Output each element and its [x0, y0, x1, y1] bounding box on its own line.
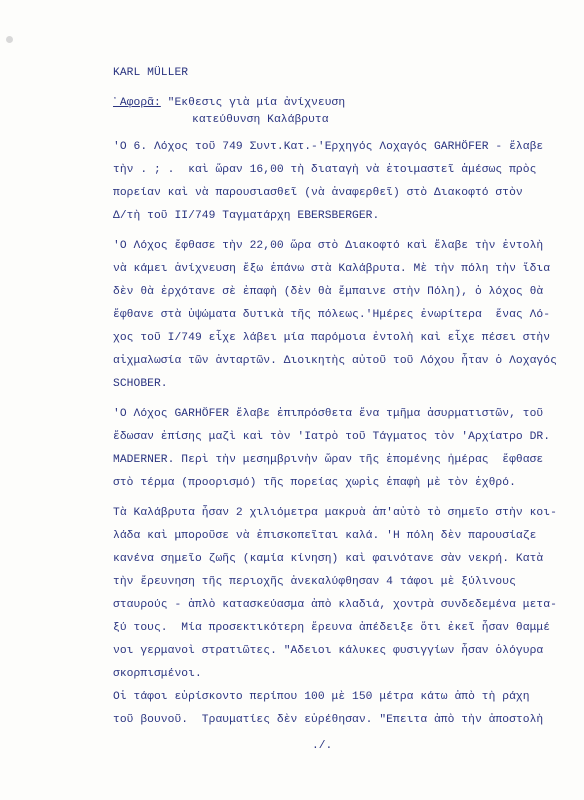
body-line-19: τὴν ἔρευνηση τῆς περιοχῆς ἀνεκαλύφθησαν 4 τάφοι μὲ ξύλινους	[113, 576, 516, 588]
body-line-1: 'Ο 6. Λόχος τοῦ 749 Συντ.Κατ.-'Ερχηγός Λοχαγός GARHÖFER - ἔλαβε	[113, 141, 544, 153]
body-line-7: δὲν θὰ ἐρχότανε σὲ ἐπαφὴ (δὲν θὰ ἔμπαινε στὴν Πόλη), ὁ λόχος θὰ	[113, 286, 544, 298]
body-line-4: Δ/τὴ τοῦ II/749 Ταγματάρχη EBERSBERGER.	[113, 210, 380, 222]
body-line-23: σκορπισμένοι.	[113, 668, 202, 680]
body-line-10: αἰχμαλωσία τῶν ἀνταρτῶν. Διοικητὴς αὐτοῦ τοῦ Λόχου ἦταν ὁ Λοχαγός	[113, 355, 557, 367]
body-line-14: MADERNER. Περὶ τὴν μεσημβρινὴν ὥραν τῆς ἑπομένης ἡμέρας ἔφθασε	[113, 454, 544, 466]
subject-line	[113, 96, 345, 110]
subject-text: "Εκθεσις γιὰ μία ἀνίχνευση	[160, 97, 346, 109]
body-line-15: στὸ τέρμα (προορισμό) τῆς πορείας χωρὶς ἐπαφὴ μὲ τὸν ἐχθρό.	[113, 477, 516, 489]
body-line-21: ξύ τους. Μία προσεκτικότερη ἔρευνα ἀπέδειξε ὅτι ἐκεῖ ἦσαν θαμμέ	[113, 622, 551, 634]
body-line-9: χος τοῦ I/749 εἶχε λάβει μία παρόμοια ἐντολὴ καὶ εἶχε πέσει στὴν	[113, 332, 551, 344]
subject-line-2: κατεύθυνση Καλάβρυτα	[192, 114, 329, 126]
body-line-17: λάδα καὶ μποροῦσε νὰ ἐπισκοπεῖται καλά. 'Η πόλη δὲν παρουσίαζε	[113, 530, 537, 542]
author-name: KARL MÜLLER	[113, 67, 189, 79]
body-line-25: τοῦ βουνοῦ. Τραυματίες δὲν εὑρέθησαν. "Επειτα ἀπὸ τὴν ἀποστολὴ	[113, 714, 544, 726]
body-line-20: σταυρούς - ἁπλὸ κατασκεύασμα ἀπὸ κλαδιά, χοντρὰ συνδεδεμένα μετα-	[113, 599, 557, 611]
body-line-24: Οἱ τάφοι εὑρίσκοντο περίπου 100 μὲ 150 μέτρα κάτω ἀπὸ τὴ ράχη	[113, 691, 530, 703]
subject-label: ᾽Αφορᾶ:	[113, 97, 161, 109]
body-line-12: 'Ο Λόχος GARHÖFER ἔλαβε ἐπιπρόσθετα ἕνα τμῆμα ἀσυρματιστῶν, τοῦ	[113, 408, 544, 420]
body-line-2: τὴν . ; . καὶ ὥραν 16,00 τὴ διαταγὴ νὰ ἑτοιμαστεῖ ἀμέσως πρὸς	[113, 164, 537, 176]
body-line-8: ἔφθανε στὰ ὑψώματα δυτικὰ τῆς πόλεως.'Ημέρες ἐνωρίτερα ἕνας Λό-	[113, 309, 551, 321]
body-line-22: νοι γερμανοὶ στρατιῶτες. "Αδειοι κάλυκες φυσιγγίων ἦσαν ὁλόγυρα	[113, 645, 544, 657]
punch-hole-mark	[6, 36, 13, 43]
body-line-13: ἔδωσαν ἐπίσης μαζὶ καὶ τὸν 'Ιατρὸ τοῦ Τάγματος τὸν 'Αρχίατρο DR.	[113, 431, 551, 443]
body-line-6: νὰ κάμει ἀνίχνευση ἔξω ἐπάνω στὰ Καλάβρυτα. Μὲ τὴν πόλη τὴν ἴδια	[113, 263, 551, 275]
body-line-18: κανένα σημεῖο ζωῆς (καμία κίνηση) καὶ φαινότανε σὰν νεκρή. Κατὰ	[113, 553, 544, 565]
body-line-11: SCHOBER.	[113, 378, 168, 390]
body-line-16: Τὰ Καλάβρυτα ἦσαν 2 χιλιόμετρα μακρυὰ ἀπ'αὐτὸ τὸ σημεῖο στὴν κοι-	[113, 507, 557, 519]
body-line-5: 'Ο Λόχος ἔφθασε τὴν 22,00 ὥρα στὸ Διακοφτό καὶ ἔλαβε τὴν ἐντολὴ	[113, 240, 544, 252]
body-line-3: πορείαν καὶ νὰ παρουσιασθεῖ (νὰ ἀναφερθεῖ) στὸ Διακοφτό στὸν	[113, 187, 523, 199]
page-continuation-mark: ./.	[312, 740, 333, 752]
